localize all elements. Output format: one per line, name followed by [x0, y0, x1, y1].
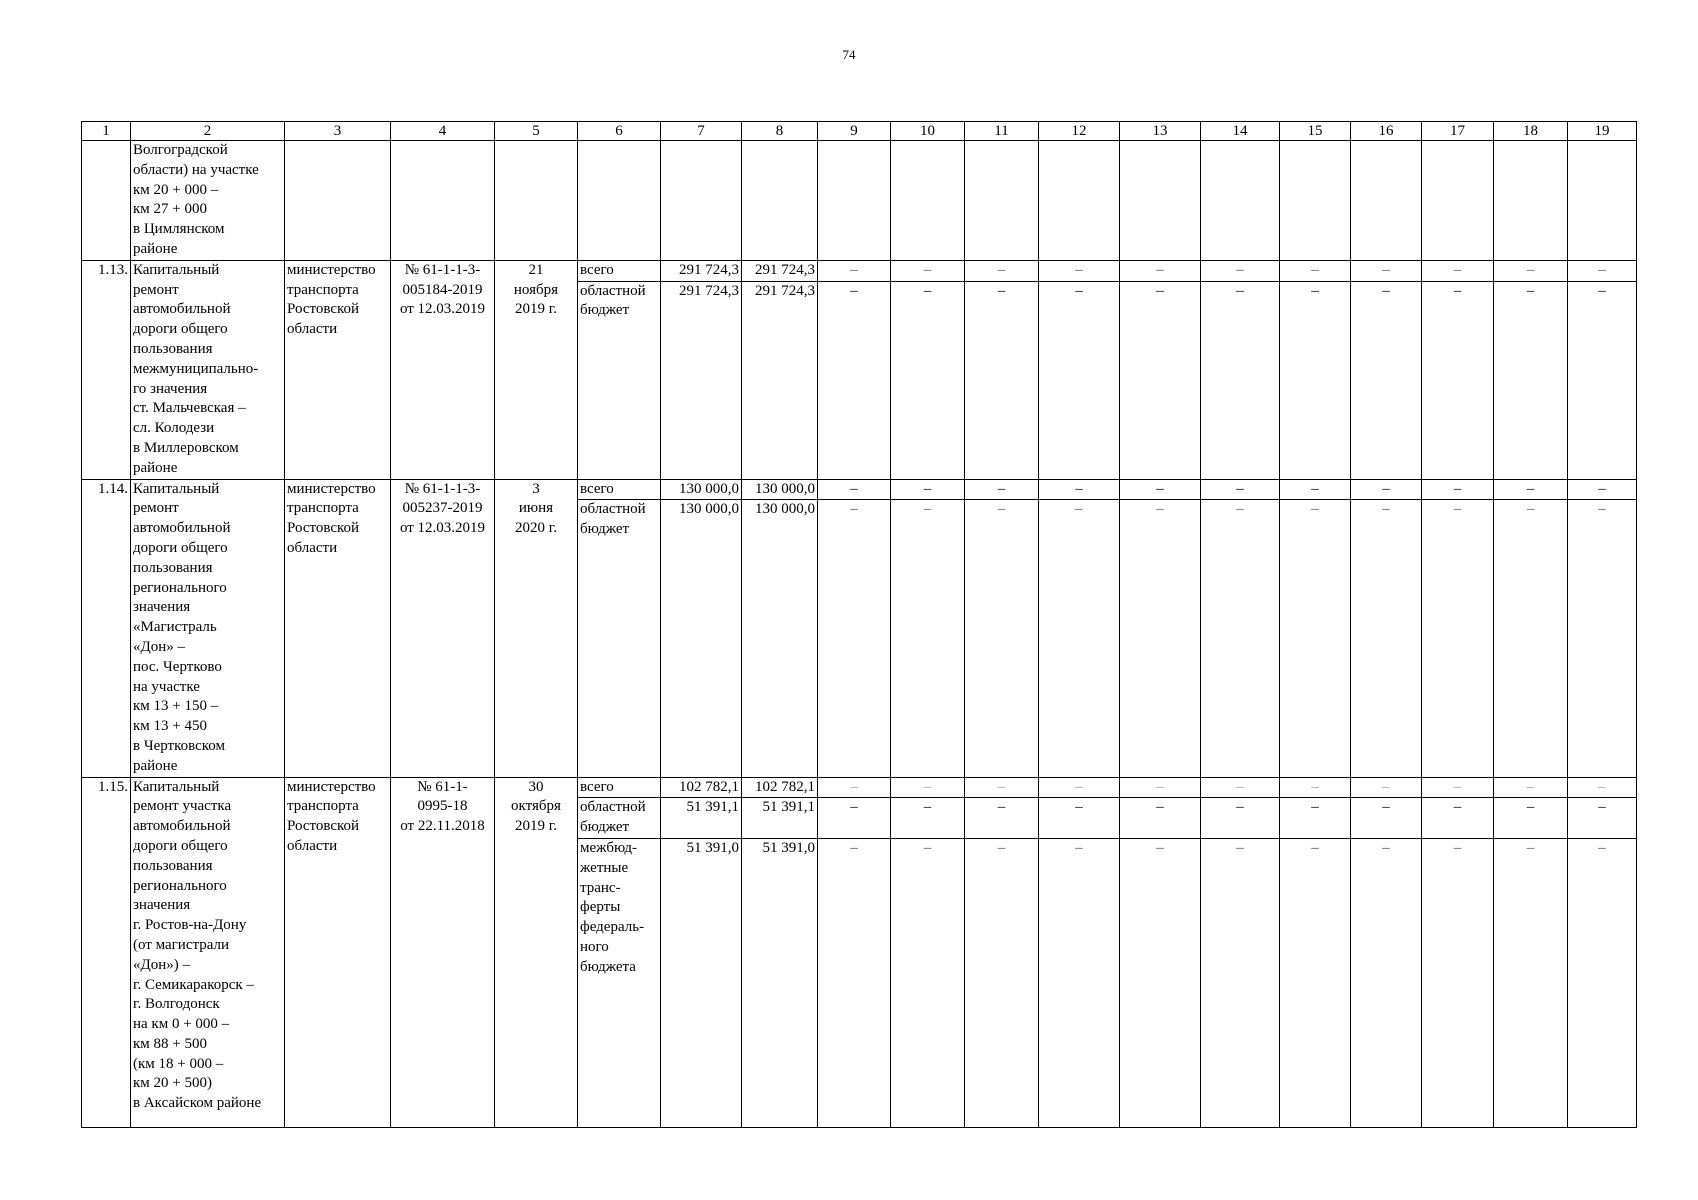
dash: – [1568, 281, 1637, 479]
table-row [82, 260, 1637, 281]
table-row [82, 777, 1637, 798]
completion-date: 3 июня 2020 г. [495, 479, 578, 777]
value-col7: 291 724,3 [661, 260, 742, 281]
dash: – [818, 777, 891, 798]
customer: министерство транспорта Ростовской области [285, 479, 391, 777]
continuation-row [82, 141, 1637, 261]
dash: – [1039, 798, 1120, 839]
col-header: 4 [391, 122, 495, 141]
dash: – [965, 838, 1039, 1127]
customer: министерство транспорта Ростовской области [285, 260, 391, 479]
dash: – [1422, 479, 1494, 500]
funding-source: всего [578, 777, 661, 798]
dash: – [818, 798, 891, 839]
dash: – [1280, 838, 1351, 1127]
dash: – [1568, 798, 1637, 839]
object-name: Капитальный ремонт автомобильной дороги общего пользования межмуниципально- го значения ст. Мальчевская – сл. Колодези в Миллеровском районе [131, 260, 285, 479]
col-header: 3 [285, 122, 391, 141]
dash: – [1039, 500, 1120, 777]
expertise-doc: № 61-1- 0995-18 от 22.11.2018 [391, 777, 495, 1127]
col-header: 17 [1422, 122, 1494, 141]
dash: – [1039, 260, 1120, 281]
dash: – [818, 479, 891, 500]
value-col8: 291 724,3 [742, 260, 818, 281]
funding-source: областной бюджет [578, 500, 661, 777]
dash: – [1351, 500, 1422, 777]
dash: – [1351, 281, 1422, 479]
dash: – [1568, 500, 1637, 777]
dash: – [1494, 479, 1568, 500]
col-header: 9 [818, 122, 891, 141]
dash: – [891, 500, 965, 777]
dash: – [1280, 500, 1351, 777]
funding-source: всего [578, 260, 661, 281]
dash: – [1494, 777, 1568, 798]
dash: – [1494, 798, 1568, 839]
col-header: 15 [1280, 122, 1351, 141]
dash: – [1039, 777, 1120, 798]
table-row [82, 479, 1637, 500]
dash: – [1351, 838, 1422, 1127]
dash: – [1568, 479, 1637, 500]
dash: – [1201, 777, 1280, 798]
dash: – [1039, 479, 1120, 500]
dash: – [891, 479, 965, 500]
dash: – [1039, 838, 1120, 1127]
dash: – [1120, 260, 1201, 281]
col-header: 6 [578, 122, 661, 141]
dash: – [1351, 777, 1422, 798]
dash: – [1280, 281, 1351, 479]
col-header: 2 [131, 122, 285, 141]
object-name: Капитальный ремонт участка автомобильной дороги общего пользования регионального значения г. Ростов-на-Дону (от магистрали «Дон») – г. Семикаракорск – г. Волгодонск на км 0 + 000 – км 88 + 500 (км 18 + 000 – км 20 + 500) в Аксайском районе [131, 777, 285, 1127]
dash: – [1201, 479, 1280, 500]
dash: – [818, 260, 891, 281]
funding-source: межбюд- жетные транс- ферты федераль- ного бюджета [578, 838, 661, 1127]
dash: – [891, 281, 965, 479]
object-name: Волгоградской области) на участке км 20 + 000 – км 27 + 000 в Цимлянском районе [131, 141, 285, 261]
col-header: 19 [1568, 122, 1637, 141]
completion-date: 30 октября 2019 г. [495, 777, 578, 1127]
dash: – [1120, 479, 1201, 500]
dash: – [1280, 479, 1351, 500]
dash: – [1280, 798, 1351, 839]
dash: – [891, 838, 965, 1127]
value-col7: 51 391,0 [661, 838, 742, 1127]
dash: – [1351, 479, 1422, 500]
dash: – [1039, 281, 1120, 479]
funding-source: областной бюджет [578, 281, 661, 479]
value-col7: 130 000,0 [661, 479, 742, 500]
value-col7: 102 782,1 [661, 777, 742, 798]
col-header: 11 [965, 122, 1039, 141]
dash: – [965, 500, 1039, 777]
dash: – [1422, 260, 1494, 281]
value-col8: 130 000,0 [742, 479, 818, 500]
investment-table [81, 121, 1637, 1128]
object-name: Капитальный ремонт автомобильной дороги общего пользования регионального значения «Магистраль «Дон» – пос. Чертково на участке км 13 + 150 – км 13 + 450 в Чертковском районе [131, 479, 285, 777]
dash: – [1201, 838, 1280, 1127]
customer: министерство транспорта Ростовской области [285, 777, 391, 1127]
dash: – [1351, 260, 1422, 281]
dash: – [965, 260, 1039, 281]
dash: – [891, 798, 965, 839]
completion-date: 21 ноября 2019 г. [495, 260, 578, 479]
dash: – [965, 281, 1039, 479]
col-header: 10 [891, 122, 965, 141]
col-header: 1 [82, 122, 131, 141]
dash: – [965, 777, 1039, 798]
dash: – [1422, 798, 1494, 839]
col-header: 12 [1039, 122, 1120, 141]
row-number: 1.14. [82, 479, 131, 777]
expertise-doc: № 61-1-1-3- 005184-2019 от 12.03.2019 [391, 260, 495, 479]
value-col8: 51 391,1 [742, 798, 818, 839]
dash: – [1494, 281, 1568, 479]
dash: – [818, 281, 891, 479]
col-header: 5 [495, 122, 578, 141]
dash: – [1568, 260, 1637, 281]
dash: – [1120, 777, 1201, 798]
value-col8: 102 782,1 [742, 777, 818, 798]
dash: – [1494, 260, 1568, 281]
column-numbers-row [82, 122, 1637, 141]
dash: – [1422, 777, 1494, 798]
dash: – [1120, 798, 1201, 839]
dash: – [1201, 281, 1280, 479]
dash: – [1422, 281, 1494, 479]
funding-source: областной бюджет [578, 798, 661, 839]
col-header: 18 [1494, 122, 1568, 141]
value-col8: 130 000,0 [742, 500, 818, 777]
value-col7: 291 724,3 [661, 281, 742, 479]
value-col8: 291 724,3 [742, 281, 818, 479]
dash: – [1201, 500, 1280, 777]
expertise-doc: № 61-1-1-3- 005237-2019 от 12.03.2019 [391, 479, 495, 777]
col-header: 8 [742, 122, 818, 141]
dash: – [818, 500, 891, 777]
dash: – [891, 260, 965, 281]
dash: – [1422, 838, 1494, 1127]
value-col8: 51 391,0 [742, 838, 818, 1127]
col-header: 14 [1201, 122, 1280, 141]
dash: – [1494, 838, 1568, 1127]
dash: – [818, 838, 891, 1127]
dash: – [1120, 500, 1201, 777]
col-header: 16 [1351, 122, 1422, 141]
dash: – [1120, 281, 1201, 479]
dash: – [1494, 500, 1568, 777]
dash: – [1120, 838, 1201, 1127]
value-col7: 130 000,0 [661, 500, 742, 777]
col-header: 13 [1120, 122, 1201, 141]
dash: – [1351, 798, 1422, 839]
dash: – [1201, 798, 1280, 839]
page-number: 74 [842, 47, 856, 62]
value-col7: 51 391,1 [661, 798, 742, 839]
row-number: 1.15. [82, 777, 131, 1127]
dash: – [1280, 777, 1351, 798]
dash: – [965, 479, 1039, 500]
funding-source: всего [578, 479, 661, 500]
dash: – [1280, 260, 1351, 281]
dash: – [965, 798, 1039, 839]
dash: – [1568, 838, 1637, 1127]
dash: – [891, 777, 965, 798]
row-number: 1.13. [82, 260, 131, 479]
dash: – [1568, 777, 1637, 798]
dash: – [1201, 260, 1280, 281]
dash: – [1422, 500, 1494, 777]
col-header: 7 [661, 122, 742, 141]
